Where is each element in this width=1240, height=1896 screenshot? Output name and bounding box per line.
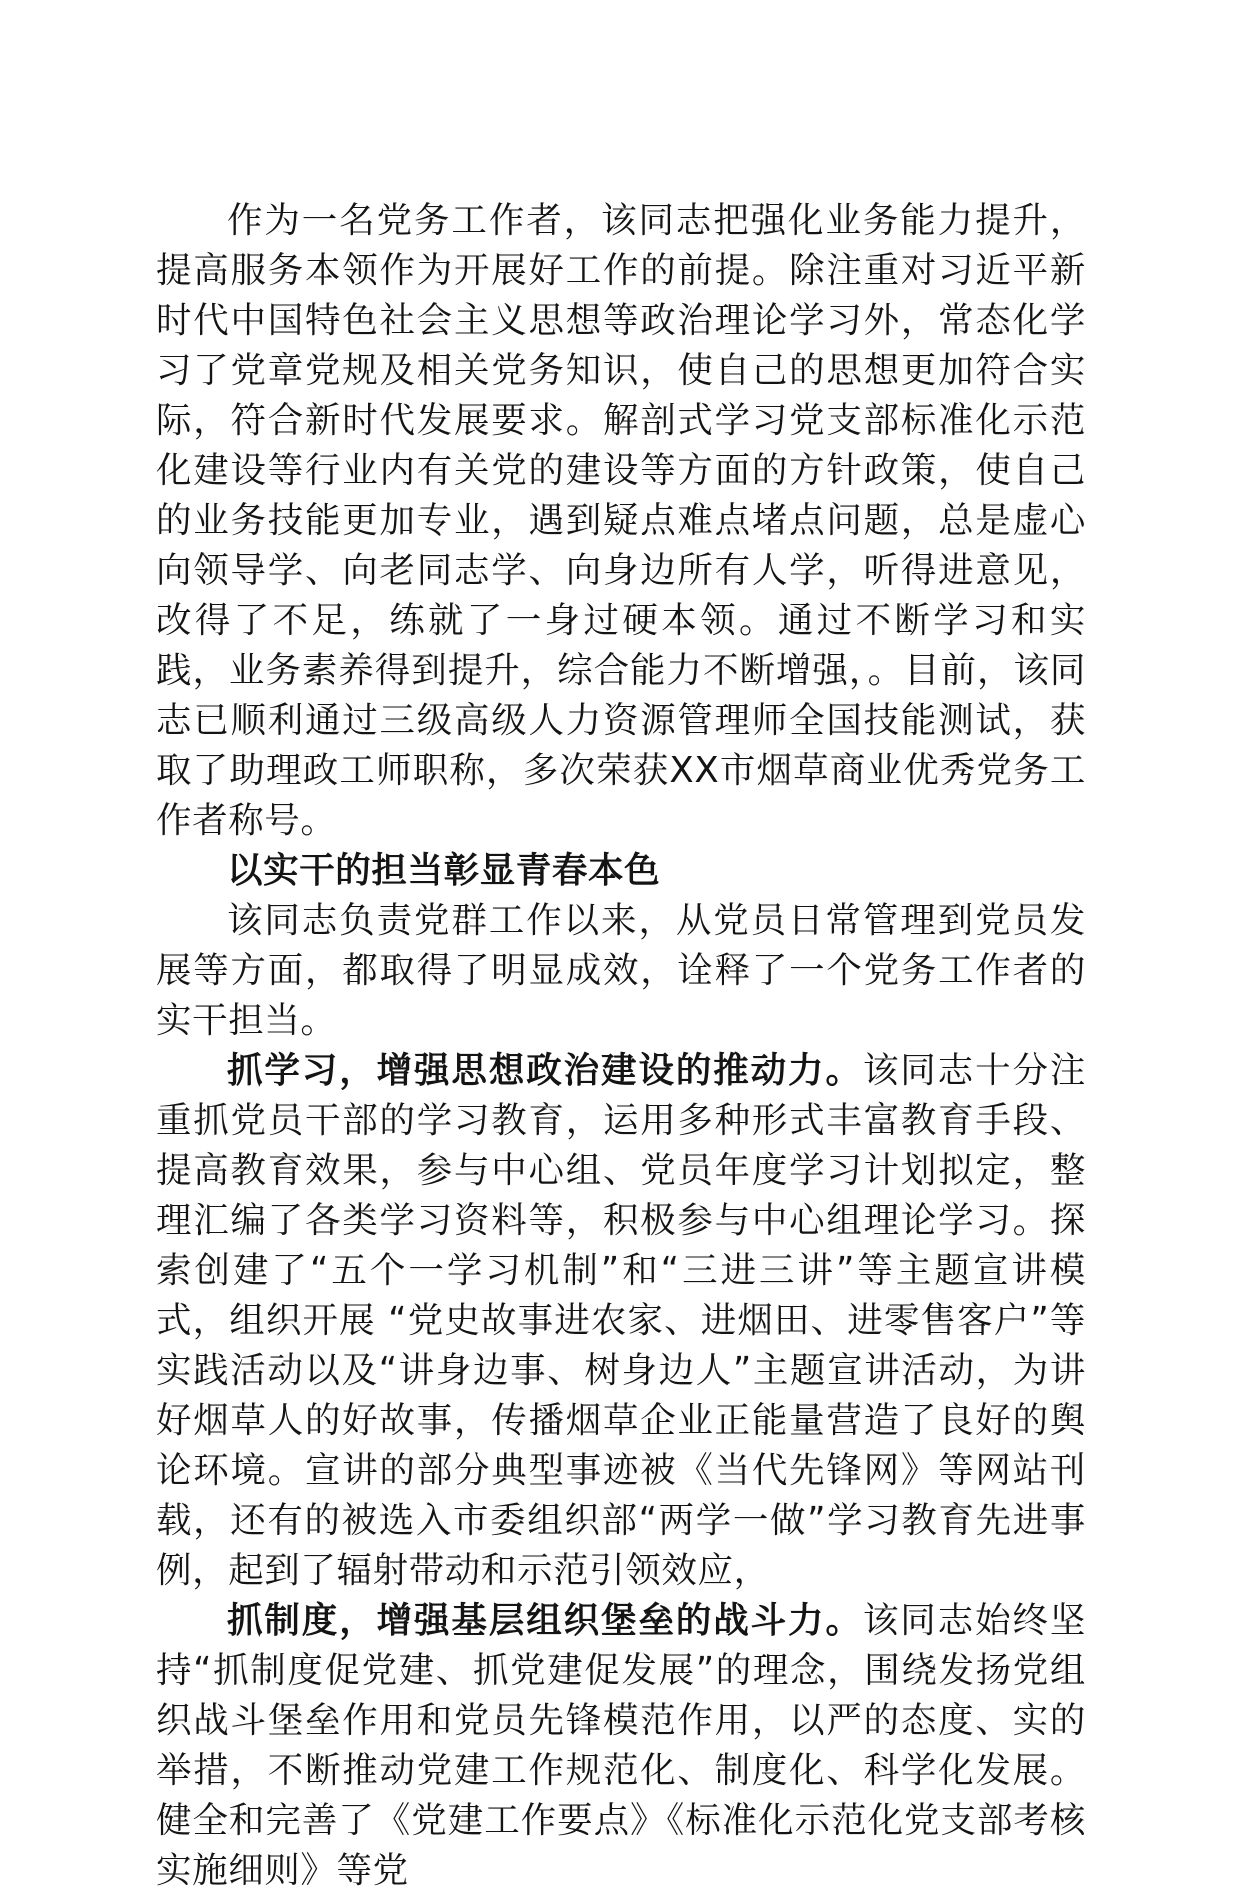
paragraph-lead-system: 抓制度，增强基层组织堡垒的战斗力。 [227,1600,863,1641]
section-heading: 以实干的担当彰显青春本色 [227,850,661,891]
paragraph-study-drive [156,1046,1086,1596]
paragraph-system-combat [156,1596,1086,1896]
document-body [156,196,1086,1896]
paragraph-lead-study: 抓学习，增强思想政治建设的推动力。 [227,1050,863,1091]
paragraph-party-work-intro: 该同志负责党群工作以来，从党员日常管理到党员发展等方面，都取得了明显成效，诠释了一个党务工作者的实干担当。 [156,900,1086,1041]
paragraph-body-system: 该同志始终坚持“抓制度促党建、抓党建促发展”的理念，围绕发扬党组织战斗堡垒作用和党员先锋模范作用，以严的态度、实的举措，不断推动党建工作规范化、制度化、科学化发展。健全和完善了《党建工作要点》《标准化示范化党支部考核实施细则》等党 [156,1600,1086,1891]
paragraph-body-study: 该同志十分注重抓党员干部的学习教育，运用多种形式丰富教育手段、提高教育效果，参与中心组、党员年度学习计划拟定，整理汇编了各类学习资料等，积极参与中心组理论学习。探索创建了“五个一学习机制”和“三进三讲”等主题宣讲模式，组织开展 “党史故事进农家、进烟田、进零售客户”等实践活动以及“讲身边事、树身边人”主题宣讲活动，为讲好烟草人的好故事，传播烟草企业正能量营造了良好的舆论环境。宣讲的部分典型事迹被《当代先锋网》等网站刊载，还有的被选入市委组织部“两学一做”学习教育先进事例，起到了辐射带动和示范引领效应， [156,1050,1086,1591]
paragraph-study-ability: 作为一名党务工作者，该同志把强化业务能力提升，提高服务本领作为开展好工作的前提。除注重对习近平新时代中国特色社会主义思想等政治理论学习外，常态化学习了党章党规及相关党务知识，使自己的思想更加符合实际，符合新时代发展要求。解剖式学习党支部标准化示范化建设等行业内有关党的建设等方面的方针政策，使自己的业务技能更加专业，遇到疑点难点堵点问题，总是虚心向领导学、向老同志学、向身边所有人学，听得进意见，改得了不足，练就了一身过硬本领。通过不断学习和实践，业务素养得到提升，综合能力不断增强，。目前，该同志已顺利通过三级高级人力资源管理师全国技能测试，获取了助理政工师职称，多次荣获XX市烟草商业优秀党务工作者称号。 [156,200,1086,841]
